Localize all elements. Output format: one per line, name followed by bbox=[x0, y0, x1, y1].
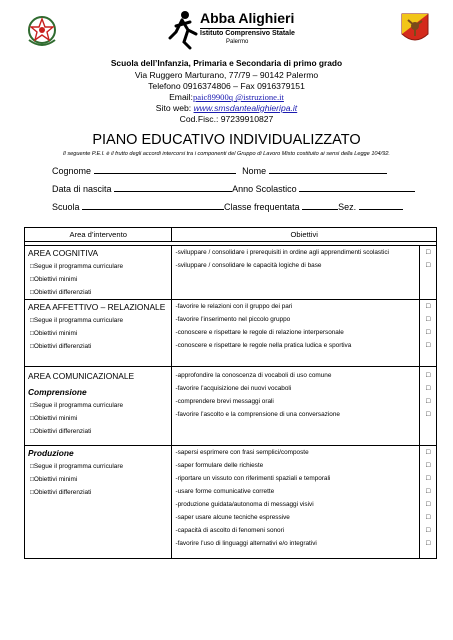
option-obiettivi-differenziati[interactable]: □Obiettivi differenziati bbox=[30, 289, 92, 296]
table-header-row bbox=[25, 228, 437, 242]
nascita-anno-row bbox=[52, 182, 415, 195]
logo-rule bbox=[200, 28, 284, 29]
objective-item: -saper formulare delle richieste bbox=[175, 462, 264, 469]
school-logo bbox=[168, 8, 295, 52]
sez-field[interactable] bbox=[359, 200, 403, 210]
objective-checkbox[interactable]: □ bbox=[425, 449, 431, 456]
cognome-label: Cognome bbox=[52, 166, 92, 176]
objectives-table bbox=[24, 227, 437, 559]
sez-label: Sez. bbox=[338, 202, 357, 212]
area-cell bbox=[25, 300, 172, 367]
area-cell bbox=[25, 246, 172, 300]
option-obiettivi-differenziati[interactable]: □Obiettivi differenziati bbox=[30, 489, 92, 496]
objective-checkbox[interactable]: □ bbox=[425, 501, 431, 508]
data-nascita-field[interactable] bbox=[114, 182, 232, 192]
document-title: PIANO EDUCATIVO INDIVIDUALIZZATO bbox=[92, 132, 361, 148]
objective-checkbox[interactable]: □ bbox=[425, 540, 431, 547]
objective-checkbox[interactable]: □ bbox=[425, 475, 431, 482]
school-name: Scuola dell’Infanzia, Primaria e Secondaria di primo grado bbox=[110, 58, 343, 68]
objective-checkbox[interactable]: □ bbox=[425, 462, 431, 469]
objective-item: -saper usare alcune tecniche espressive bbox=[175, 514, 290, 521]
fiscal-code: Cod.Fisc.: 97239910827 bbox=[179, 114, 274, 124]
objective-checkbox[interactable]: □ bbox=[425, 385, 431, 392]
school-website bbox=[0, 103, 453, 114]
objective-item: -favorire l’uso di linguaggi alternativi e/o integrativi bbox=[175, 540, 317, 547]
table-row-area-cognitiva bbox=[25, 246, 437, 300]
sicily-region-emblem bbox=[400, 12, 430, 48]
anno-scolastico-field[interactable] bbox=[299, 182, 415, 192]
objective-checkbox[interactable]: □ bbox=[425, 316, 431, 323]
document-subtitle: Il seguente P.E.I. è il frutto degli accordi intercorsi tra i componenti del Gruppo di Lavoro Misto costituito ai sensi della Legge 104/92. bbox=[62, 151, 390, 157]
checkbox-cell bbox=[420, 446, 437, 559]
email-link[interactable]: paic89900q @istruzione.it bbox=[192, 92, 284, 102]
objective-item: -sviluppare / consolidare i prerequisiti in ordine agli apprendimenti scolastici bbox=[175, 249, 389, 256]
option-obiettivi-minimi[interactable]: □Obiettivi minimi bbox=[30, 330, 78, 337]
option-obiettivi-minimi[interactable]: □Obiettivi minimi bbox=[30, 276, 78, 283]
objective-checkbox[interactable]: □ bbox=[425, 329, 431, 336]
scuola-classe-row bbox=[52, 200, 403, 213]
data-nascita-label: Data di nascita bbox=[52, 184, 112, 194]
objective-checkbox[interactable]: □ bbox=[425, 398, 431, 405]
objectives-cell bbox=[172, 300, 420, 367]
objectives-cell bbox=[172, 446, 420, 559]
objectives-cell bbox=[172, 367, 420, 446]
option-obiettivi-minimi[interactable]: □Obiettivi minimi bbox=[30, 476, 78, 483]
objective-checkbox[interactable]: □ bbox=[425, 342, 431, 349]
option-obiettivi-differenziati[interactable]: □Obiettivi differenziati bbox=[30, 343, 92, 350]
objectives-cell bbox=[172, 246, 420, 300]
area-title: AREA AFFETTIVO – RELAZIONALE bbox=[28, 302, 166, 312]
objective-item: -approfondire la conoscenza di vocaboli di uso comune bbox=[175, 372, 332, 379]
checkbox-cell bbox=[420, 246, 437, 300]
area-cell bbox=[25, 446, 172, 559]
area-subtitle: Comprensione bbox=[28, 387, 87, 397]
table-row-area-affettivo-relazionale bbox=[25, 300, 437, 367]
option-programma-curriculare[interactable]: □Segue il programma curriculare bbox=[30, 263, 124, 270]
objective-checkbox[interactable]: □ bbox=[425, 372, 431, 379]
objective-checkbox[interactable]: □ bbox=[425, 303, 431, 310]
school-address: Via Ruggero Marturano, 77/79 – 90142 Palermo bbox=[134, 70, 319, 80]
school-email bbox=[0, 92, 453, 103]
area-title: AREA COGNITIVA bbox=[28, 248, 99, 258]
option-programma-curriculare[interactable]: □Segue il programma curriculare bbox=[30, 463, 124, 470]
objective-item: -sviluppare / consolidare le capacità logiche di base bbox=[175, 262, 322, 269]
objective-item: -conoscere e rispettare le regole di relazione interpersonale bbox=[175, 329, 344, 336]
objective-checkbox[interactable]: □ bbox=[425, 262, 431, 269]
italian-republic-emblem bbox=[24, 10, 60, 50]
objective-checkbox[interactable]: □ bbox=[425, 249, 431, 256]
checkbox-cell bbox=[420, 300, 437, 367]
area-cell bbox=[25, 367, 172, 446]
website-link[interactable]: www.smsdantealighieripa.it bbox=[193, 103, 298, 113]
cognome-nome-row bbox=[52, 164, 387, 177]
objective-item: -sapersi esprimere con frasi semplici/composte bbox=[175, 449, 309, 456]
nome-field[interactable] bbox=[269, 164, 387, 174]
nome-label: Nome bbox=[242, 166, 267, 176]
email-label: Email: bbox=[169, 92, 193, 102]
objective-checkbox[interactable]: □ bbox=[425, 488, 431, 495]
logo-subtitle: Istituto Comprensivo Statale bbox=[200, 30, 295, 37]
objective-checkbox[interactable]: □ bbox=[425, 527, 431, 534]
option-programma-curriculare[interactable]: □Segue il programma curriculare bbox=[30, 402, 124, 409]
option-obiettivi-differenziati[interactable]: □Obiettivi differenziati bbox=[30, 428, 92, 435]
website-label: Sito web: bbox=[155, 103, 194, 113]
scuola-field[interactable] bbox=[82, 200, 224, 210]
objective-item: -comprendere brevi messaggi orali bbox=[175, 398, 274, 405]
table-row-area-comunicazionale bbox=[25, 367, 437, 446]
classe-field[interactable] bbox=[302, 200, 338, 210]
table-row-produzione bbox=[25, 446, 437, 559]
option-obiettivi-minimi[interactable]: □Obiettivi minimi bbox=[30, 415, 78, 422]
area-title: AREA COMUNICAZIONALE bbox=[28, 371, 135, 381]
checkbox-cell bbox=[420, 367, 437, 446]
objective-checkbox[interactable]: □ bbox=[425, 411, 431, 418]
classe-label: Classe frequentata bbox=[224, 202, 300, 212]
area-column-header: Area d’intervento bbox=[25, 228, 172, 242]
objective-item: -conoscere e rispettare le regole nella pratica ludica e sportiva bbox=[175, 342, 352, 349]
logo-title: Abba Alighieri bbox=[200, 10, 295, 26]
objective-item: -favorire l’ascolto e la comprensione di una conversazione bbox=[175, 411, 340, 418]
option-programma-curriculare[interactable]: □Segue il programma curriculare bbox=[30, 317, 124, 324]
scuola-label: Scuola bbox=[52, 202, 80, 212]
logo-city: Palermo bbox=[226, 39, 249, 45]
objective-item: -produzione guidata/autonoma di messaggi visivi bbox=[175, 501, 314, 508]
area-subtitle: Produzione bbox=[28, 448, 74, 458]
objective-item: -riportare un vissuto con riferimenti spaziali e temporali bbox=[175, 475, 331, 482]
objective-item: -capacità di ascolto di fenomeni sonori bbox=[175, 527, 285, 534]
objective-item: -favorire l’acquisizione dei nuovi vocaboli bbox=[175, 385, 292, 392]
cognome-field[interactable] bbox=[94, 164, 236, 174]
objective-item: -usare forme comunicative corrette bbox=[175, 488, 275, 495]
school-phone: Telefono 0916374806 – Fax 0916379151 bbox=[148, 81, 305, 91]
objective-item: -favorire le relazioni con il gruppo dei pari bbox=[175, 303, 293, 310]
objectives-column-header: Obiettivi bbox=[172, 228, 437, 242]
objective-item: -favorire l’inserimento nel piccolo gruppo bbox=[175, 316, 291, 323]
anno-scolastico-label: Anno Scolastico bbox=[232, 184, 297, 194]
objective-checkbox[interactable]: □ bbox=[425, 514, 431, 521]
